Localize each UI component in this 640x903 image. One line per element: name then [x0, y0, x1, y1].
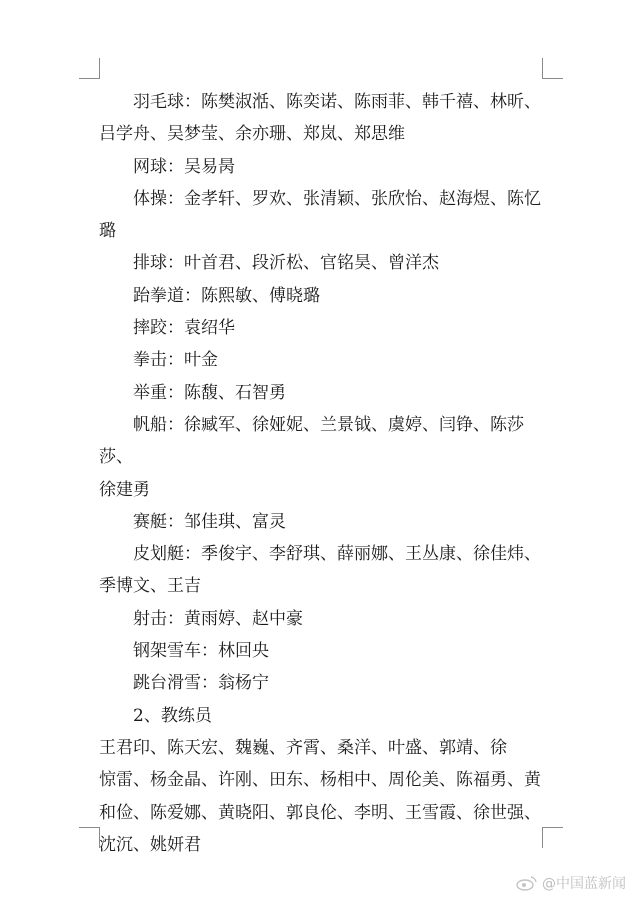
text-line: 赛艇：邹佳琪、富灵 — [133, 511, 286, 532]
text-line: 羽毛球：陈樊淑湉、陈奕诺、陈雨菲、韩千禧、林昕、 — [133, 92, 541, 112]
crop-mark-top-right — [542, 58, 563, 79]
text-line: 网球：吴易昺 — [133, 156, 235, 177]
text-line: 沈沉、姚妍君 — [99, 834, 201, 855]
text-line: 拳击：叶金 — [133, 350, 218, 371]
text-line: 皮划艇：季俊宇、李舒琪、薛丽娜、王丛康、徐佳炜、 — [133, 544, 541, 565]
text-line: 跆拳道：陈熙敏、傅晓璐 — [133, 285, 320, 306]
watermark-text: @中国蓝新闻 — [542, 876, 626, 892]
text-line: 排球：叶首君、段沂松、官铭昊、曾洋杰 — [133, 253, 439, 274]
text-line: 举重：陈馥、石智勇 — [133, 382, 286, 403]
text-line: 惊雷、杨金晶、许刚、田东、杨相中、周伦美、陈福勇、黄 — [99, 770, 541, 791]
section-heading: 2、教练员 — [133, 705, 212, 726]
text-line: 体操：金孝轩、罗欢、张清颖、张欣怡、赵海煜、陈忆 — [133, 188, 541, 209]
text-line: 和俭、陈爱娜、黄晓阳、郭良伦、李明、王雪霞、徐世强、 — [99, 802, 541, 823]
text-line: 钢架雪车：林回央 — [133, 641, 269, 662]
crop-mark-bottom-left — [79, 827, 100, 848]
text-line: 徐建勇 — [99, 479, 150, 500]
text-line: 射击：黄雨婷、赵中豪 — [133, 608, 303, 629]
text-line: 摔跤：袁绍华 — [133, 318, 235, 339]
text-line: 季博文、王吉 — [99, 576, 201, 597]
text-line: 吕学舟、吴梦莹、余亦珊、郑岚、郑思维 — [99, 124, 405, 145]
crop-mark-bottom-right — [542, 827, 563, 848]
weibo-logo-icon — [516, 875, 538, 891]
text-line: 跳台滑雪：翁杨宁 — [133, 673, 269, 694]
text-line: 王君印、陈天宏、魏巍、齐霄、桑洋、叶盛、郭靖、徐 — [99, 737, 507, 758]
document-body — [99, 86, 544, 861]
text-line: 璐 — [99, 221, 116, 242]
watermark — [516, 873, 626, 893]
text-line: 帆船：徐臧军、徐娅妮、兰景钺、虞婷、闫铮、陈莎莎、 — [99, 414, 524, 468]
crop-mark-top-left — [79, 58, 100, 79]
